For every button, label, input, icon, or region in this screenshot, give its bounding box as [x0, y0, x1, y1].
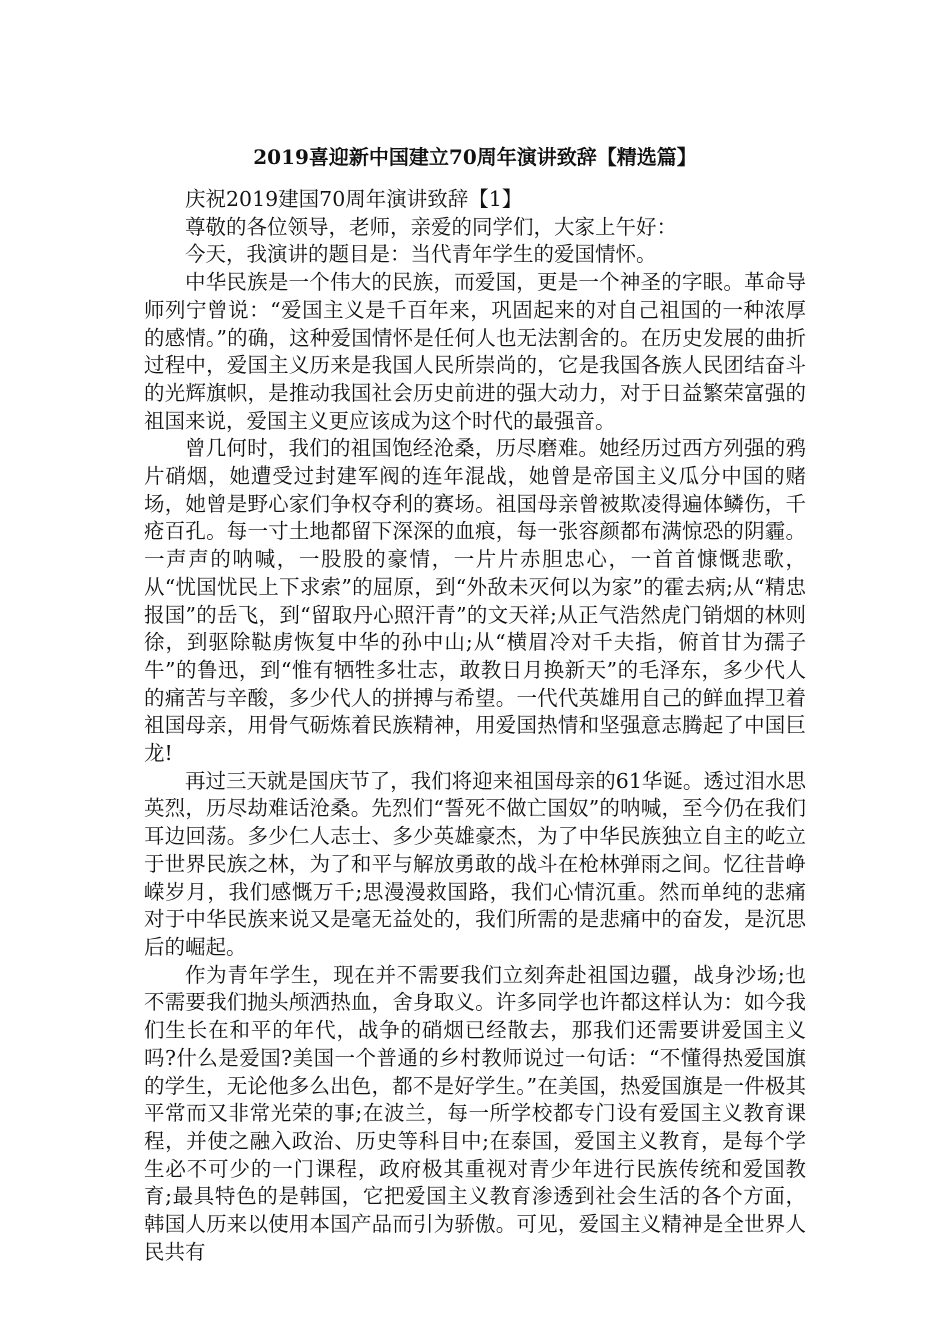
document-title: 2019喜迎新中国建立70周年演讲致辞【精选篇】	[253, 145, 697, 169]
paragraph: 曾几何时，我们的祖国饱经沧桑，历尽磨难。她经历过西方列强的鸦片硝烟，她遭受过封建军阀的连年混战，她曾是帝国主义瓜分中国的赌场，她曾是野心家们争权夺利的赛场。祖国母亲曾被欺凌得遍体鳞伤，千疮百孔。每一寸土地都留下深深的血痕，每一张容颜都布满惊恐的阴霾。一声声的呐喊，一股股的豪情，一片片赤胆忠心，一首首慷慨悲歌，从“忧国忧民上下求索”的屈原，到“外敌未灭何以为家”的霍去病;从“精忠报国”的岳飞，到“留取丹心照汗青”的文天祥;从正气浩然虎门销烟的林则徐，到驱除鞑虏恢复中华的孙中山;从“横眉冷对千夫指，俯首甘为孺子牛”的鲁迅，到“惟有牺牲多壮志，敢教日月换新天”的毛泽东，多少代人的痛苦与辛酸，多少代人的拼搏与希望。一代代英雄用自己的鲜血捍卫着祖国母亲，用骨气砺炼着民族精神，用爱国热情和坚强意志腾起了中国巨龙!	[144, 436, 806, 766]
paragraph: 再过三天就是国庆节了，我们将迎来祖国母亲的61华诞。透过泪水思英烈，历尽劫难话沧桑。先烈们“誓死不做亡国奴”的呐喊，至今仍在我们耳边回荡。多少仁人志士、多少英雄豪杰，为了中华民族独立自主的屹立于世界民族之林，为了和平与解放勇敢的战斗在枪林弹雨之间。忆往昔峥嵘岁月，我们感慨万千;思漫漫救国路，我们心情沉重。然而单纯的悲痛对于中华民族来说又是毫无益处的，我们所需的是悲痛中的奋发，是沉思后的崛起。	[144, 768, 806, 959]
document-body	[144, 186, 806, 1266]
paragraph-heading: 庆祝2019建国70周年演讲致辞【1】	[185, 187, 523, 211]
paragraph: 中华民族是一个伟大的民族，而爱国，更是一个神圣的字眼。革命导师列宁曾说：“爱国主义是千百年来，巩固起来的对自己祖国的一种浓厚的感情。”的确，这种爱国情怀是任何人也无法割舍的。在历史发展的曲折过程中，爱国主义历来是我国人民所崇尚的，它是我国各族人民团结奋斗的光辉旗帜，是推动我国社会历史前进的强大动力，对于日益繁荣富强的祖国来说，爱国主义更应该成为这个时代的最强音。	[144, 270, 806, 433]
paragraph: 作为青年学生，现在并不需要我们立刻奔赴祖国边疆，战身沙场;也不需要我们抛头颅洒热血，舍身取义。许多同学也许都这样认为：如今我们生长在和平的年代，战争的硝烟已经散去，那我们还需要讲爱国主义吗?什么是爱国?美国一个普通的乡村教师说过一句话：“不懂得热爱国旗的学生，无论他多么出色，都不是好学生。”在美国，热爱国旗是一件极其平常而又非常光荣的事;在波兰，每一所学校都专门设有爱国主义教育课程，并使之融入政治、历史等科目中;在泰国，爱国主义教育，是每个学生必不可少的一门课程，政府极其重视对青少年进行民族传统和爱国教育;最具特色的是韩国，它把爱国主义教育渗透到社会生活的各个方面，韩国人历来以使用本国产品而引为骄傲。可见，爱国主义精神是全世界人民共有	[144, 962, 806, 1264]
document-page	[144, 0, 806, 1344]
paragraph-topic: 今天，我演讲的题目是：当代青年学生的爱国情怀。	[185, 242, 657, 267]
paragraph-greeting: 尊敬的各位领导，老师，亲爱的同学们，大家上午好：	[185, 214, 677, 239]
